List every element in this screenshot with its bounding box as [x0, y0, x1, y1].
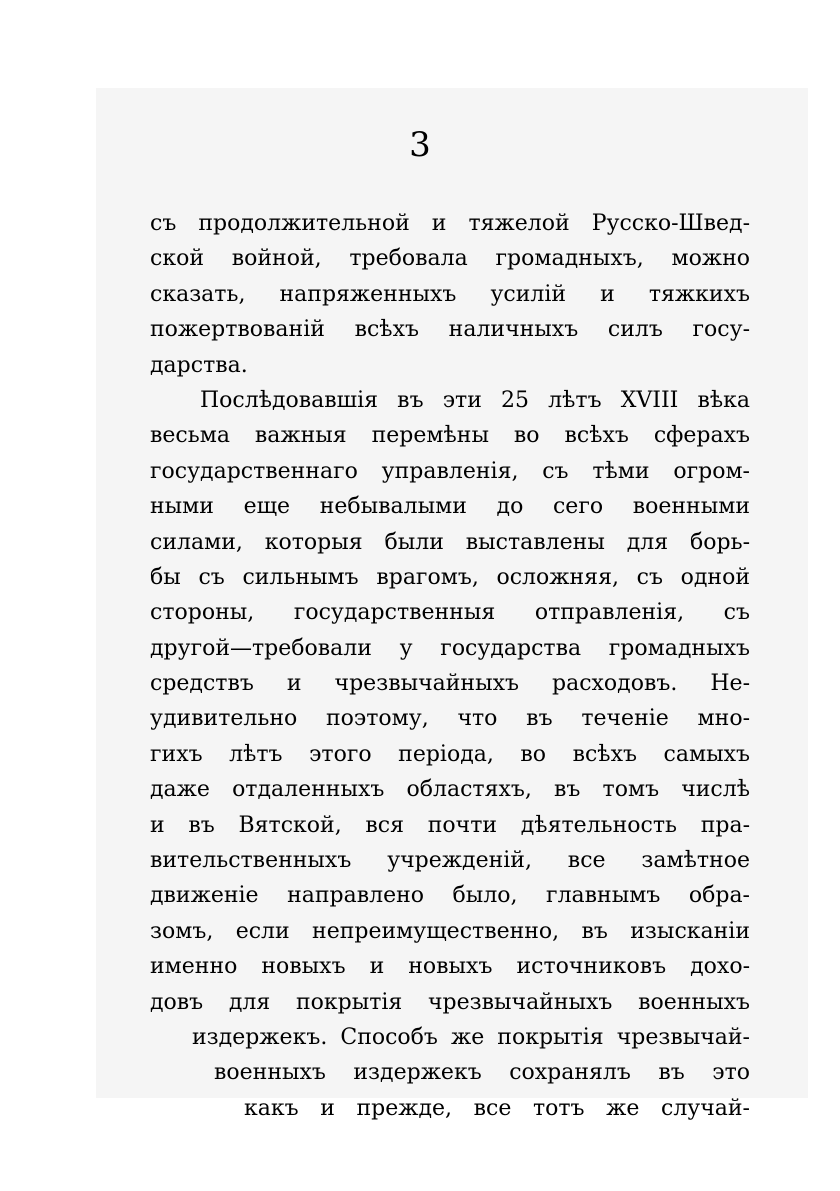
text-line: дарства.: [150, 352, 248, 378]
text-line: съ продолжительной и тяжелой Русско-Швед-: [150, 211, 750, 236]
text-line: сказать, напряженныхъ усилій и тяжкихъ: [150, 281, 750, 307]
text-line: силами, которыя были выставлены для борь-: [150, 529, 750, 555]
text-line: движеніе направлено было, главнымъ обра-: [150, 883, 750, 909]
text-line: бы съ сильнымъ врагомъ, осложняя, съ одной: [150, 564, 750, 590]
text-line: издержекъ. Способъ же покрытія чрезвычай-: [192, 1024, 750, 1050]
text-line: ными еще небывалыми до сего военными: [150, 494, 750, 520]
text-line: и въ Вятской, вся почти дѣятельность пра-: [150, 812, 750, 838]
text-line: ской войной, требовала громадныхъ, можно: [150, 246, 750, 272]
text-line: вительственныхъ учрежденій, все замѣтное: [150, 848, 750, 874]
text-line: довъ для покрытія чрезвычайныхъ военныхъ: [150, 989, 750, 1015]
text-line: какъ и прежде, все тотъ же случай-: [244, 1095, 750, 1121]
text-line: зомъ, если непреимущественно, въ изысканіи: [150, 918, 750, 944]
text-line: удивительно поэтому, что въ теченіе мно-: [150, 706, 750, 732]
text-line: другой—требовали у государства громадныхъ: [150, 635, 750, 661]
text-line: пожертвованій всѣхъ наличныхъ силъ госу-: [150, 317, 750, 343]
text-line: военныхъ издержекъ сохранялъ въ это: [214, 1060, 750, 1086]
text-line: даже отдаленныхъ областяхъ, въ томъ числѣ: [150, 777, 750, 803]
text-line: Послѣдовавшія въ эти 25 лѣтъ XVIII вѣка: [200, 387, 750, 413]
text-line: именно новыхъ и новыхъ источниковъ дохо-: [150, 954, 750, 980]
text-line: средствъ и чрезвычайныхъ расходовъ. Не-: [150, 671, 750, 697]
body-text: [150, 206, 750, 1126]
text-line: государственнаго управленія, съ тѣми огром-: [150, 458, 750, 484]
text-line: весьма важныя перемѣны во всѣхъ сферахъ: [150, 423, 750, 449]
text-line: стороны, государственныя отправленія, съ: [150, 600, 750, 626]
text-line: гихъ лѣтъ этого періода, во всѣхъ самыхъ: [150, 741, 750, 767]
page-number: 3: [409, 125, 431, 165]
